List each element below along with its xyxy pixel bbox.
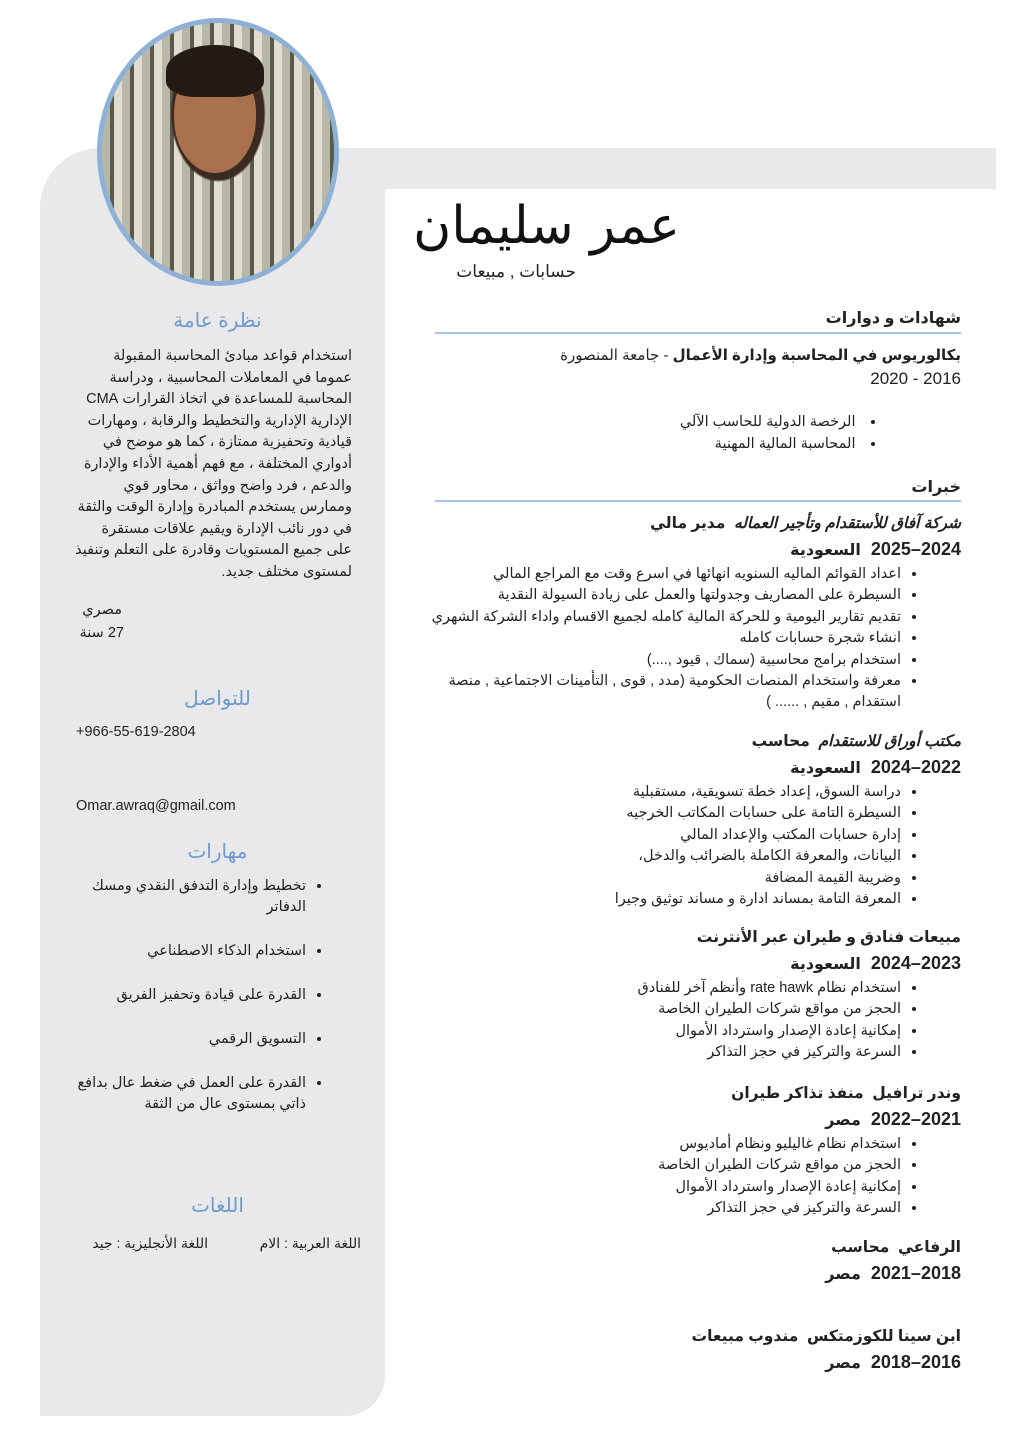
job-country: السعودية [790, 760, 861, 777]
job-title [430, 1082, 961, 1106]
job-bullets [430, 782, 961, 910]
overview-text: استخدام قواعد مبادئ المحاسبة المقبولة عموما في المعاملات المحاسبية ، ودراسة المحاسبة للمساعدة في اتخاذ القرارات CMA الإدارية الإدارية والتخطيط والرقابة ، ومهارات قيادية وتحفيزية ممتازة ، كما هو موضح في أدواري المختلفة ، مع فهم أهمية الأداء والإدارة والدعم ، فرد واضح وواثق ، محاور قوي وممارس يستخدم المبادرة وإدارة الوقت والثقة في دور نائب الإدارة ويقيم علاقات مستقرة على جميع المستويات وقادرة على التعلم وتنفيذ لمستوى مختلف جديد. [75, 348, 352, 580]
profile-photo [97, 18, 339, 286]
job-country: مصر [825, 1355, 861, 1372]
skill-item: • استخدام الذكاء الاصطناعي [76, 941, 306, 962]
job-bullet: • استخدام نظام rate hawk وأنظم آخر للفنادق [430, 978, 901, 999]
nationality: مصري [82, 602, 122, 618]
job-bullet: • إمكانية إعادة الإصدار واسترداد الأموال [430, 1021, 901, 1042]
degree-title: بكالوريوس في المحاسبة وإدارة الأعمال [672, 347, 961, 364]
header-band [300, 148, 996, 189]
email[interactable]: Omar.awraq@gmail.com [76, 798, 236, 814]
job-years: 2024–2022 [870, 757, 961, 777]
job-entry [430, 512, 961, 714]
job-company: شركة آفاق للأستقدام وتأجير العماله [734, 515, 961, 532]
degree-university: - جامعة المنصورة [560, 347, 673, 364]
job-bullet: • معرفة واستخدام المنصات الحكومية (مدد , قوى , التأمينات الاجتماعية , منصة استقدام , مقيم , ...... ) [430, 671, 901, 714]
job-entry [430, 1236, 961, 1288]
phone[interactable]: +966-55-619-2804 [76, 724, 196, 740]
job-bullets [430, 1134, 961, 1220]
job-role: مدير مالي [650, 515, 726, 532]
job-years: 2025–2024 [870, 539, 961, 559]
certs-heading: شهادات و دوارات [825, 310, 961, 327]
cert-item: • الرخصة الدولية للحاسب الآلي [435, 411, 875, 433]
job-years: 2024–2023 [870, 953, 961, 973]
job-country: مصر [825, 1112, 861, 1129]
job-bullet: • المعرفة التامة بمساند ادارة و مساند توثيق وجيرا [430, 889, 901, 910]
job-dates [430, 1106, 961, 1134]
degree [435, 346, 961, 364]
job-entry [430, 1082, 961, 1220]
job-company: مبيعات فنادق و طيران عبر الأنترنت [696, 929, 961, 946]
job-bullet: • الحجز من مواقع شركات الطيران الخاصة [430, 999, 901, 1020]
subtitle: حسابات , مبيعات [456, 262, 576, 281]
job-title [430, 926, 961, 950]
job-years: 2022–2021 [870, 1109, 961, 1129]
job-bullet: • تقديم تقارير اليومية و للحركة المالية كامله لجميع الاقسام واداء الشركة الشهري [430, 607, 901, 628]
job-bullet: • إدارة حسابات المكتب والإعداد المالي [430, 825, 901, 846]
skill-item: • التسويق الرقمي [76, 1029, 306, 1050]
page-title: عمر سليمان [413, 196, 680, 256]
job-company: مكتب أوراق للاستقدام [818, 733, 961, 750]
job-bullet: • وضريبة القيمة المضافة [430, 868, 901, 889]
sidebar [40, 148, 385, 1416]
job-dates [430, 536, 961, 564]
skill-item: • القدرة على قيادة وتحفيز الفريق [76, 985, 306, 1006]
age: 27 سنة [79, 625, 124, 641]
job-dates [430, 1260, 961, 1288]
job-bullets [430, 564, 961, 714]
job-bullet: • السيطرة على المصاريف وجدولتها والعمل على زيادة السيولة النقدية [430, 585, 901, 606]
language-english: اللغة الأنجليزية : جيد [92, 1235, 208, 1251]
job-title [430, 730, 961, 754]
job-dates [430, 950, 961, 978]
job-title [430, 1325, 961, 1349]
skills-heading: مهارات [187, 841, 248, 863]
skill-item: • تخطيط وإدارة التدفق النقدي ومسك الدفاتر [76, 876, 306, 918]
languages-heading: اللغات [191, 1195, 244, 1217]
skill-item: • القدرة على العمل في ضغط عال بدافع ذاتي بمستوى عال من الثقة [76, 1073, 306, 1115]
job-role: منفذ تذاكر طيران [731, 1085, 864, 1102]
job-role: محاسب [751, 733, 810, 750]
degree-years: 2020 - 2016 [870, 369, 961, 388]
job-title [430, 512, 961, 536]
job-bullet: • السرعة والتركيز في حجز التذاكر [430, 1198, 901, 1219]
divider [435, 500, 961, 502]
job-dates [430, 1349, 961, 1377]
job-title [430, 1236, 961, 1260]
job-dates [430, 754, 961, 782]
job-role: مندوب مبيعات [691, 1328, 799, 1345]
job-bullet: • إمكانية إعادة الإصدار واسترداد الأموال [430, 1177, 901, 1198]
job-role: محاسب [831, 1239, 890, 1256]
job-bullet: • السيطرة التامة على حسابات المكاتب الخرجيه [430, 803, 901, 824]
job-entry [430, 730, 961, 910]
job-country: السعودية [790, 542, 861, 559]
divider [435, 332, 961, 334]
overview-heading: نظرة عامة [173, 310, 262, 332]
experience-heading: خبرات [911, 479, 961, 496]
cert-item: • المحاسبة المالية المهنية [435, 433, 875, 455]
job-bullet: • السرعة والتركيز في حجز التذاكر [430, 1042, 901, 1063]
contact-heading: للتواصل [184, 688, 251, 710]
job-country: السعودية [790, 956, 861, 973]
language-arabic: اللغة العربية : الام [259, 1235, 361, 1251]
job-bullet: • البيانات، والمعرفة الكاملة بالضرائب والدخل، [430, 846, 901, 867]
job-company: ابن سينا للكوزمتكس [806, 1328, 961, 1345]
job-entry [430, 1325, 961, 1377]
job-years: 2018–2016 [870, 1352, 961, 1372]
job-company: وندر ترافيل [872, 1085, 961, 1102]
job-bullet: • دراسة السوق، إعداد خطة تسويقية، مستقبلية [430, 782, 901, 803]
job-bullets [430, 978, 961, 1064]
hair [166, 45, 264, 97]
job-entry [430, 926, 961, 1064]
job-country: مصر [825, 1266, 861, 1283]
job-years: 2021–2018 [870, 1263, 961, 1283]
job-bullet: • استخدام برامج محاسبية (سماك , قيود ,....) [430, 650, 901, 671]
job-bullet: • انشاء شجرة حسابات كامله [430, 628, 901, 649]
job-company: الرفاعي [897, 1239, 961, 1256]
job-bullet: • الحجز من مواقع شركات الطيران الخاصة [430, 1155, 901, 1176]
skills-list [76, 876, 340, 1138]
job-bullet: • استخدام نظام غاليليو ونظام أماديوس [430, 1134, 901, 1155]
certs-list [435, 411, 875, 455]
job-bullet: • اعداد القوائم الماليه السنويه انهائها في اسرع وقت مع المراجع المالي [430, 564, 901, 585]
